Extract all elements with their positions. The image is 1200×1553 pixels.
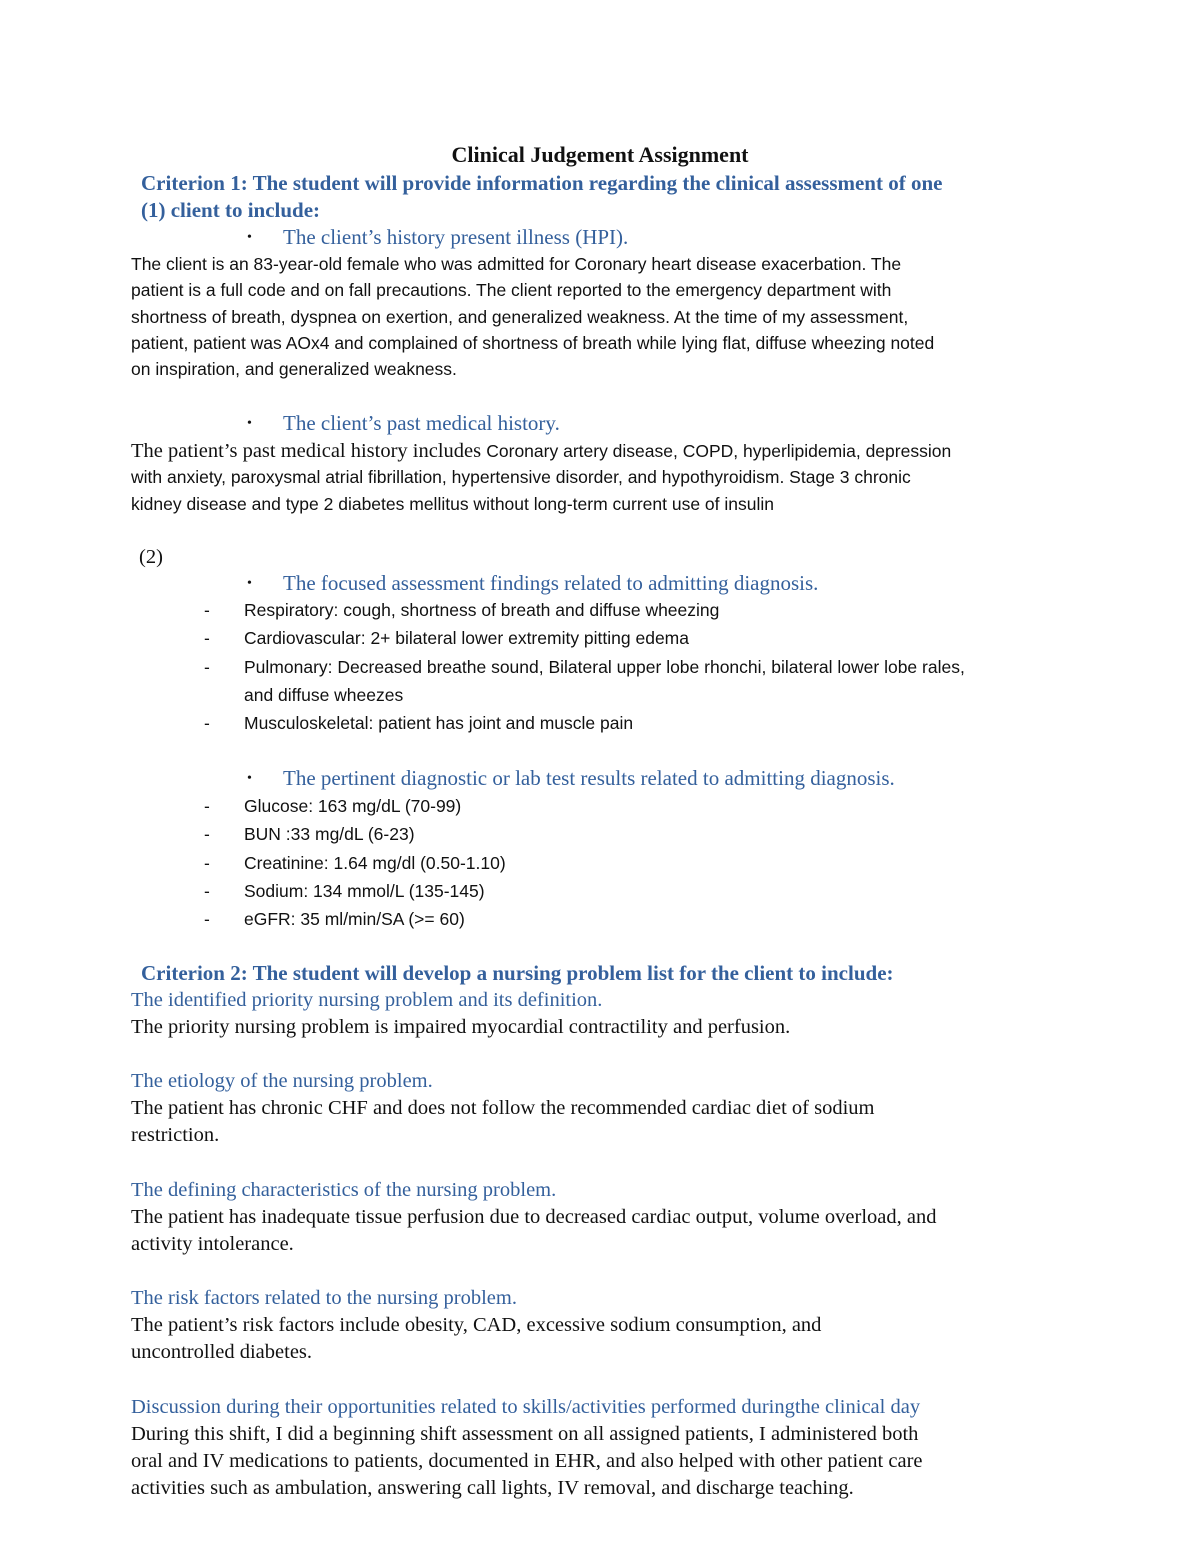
section-line: uncontrolled diabetes. <box>131 1341 313 1363</box>
section-label: The identified priority nursing problem and its definition. <box>131 989 603 1011</box>
section-line: oral and IV medications to patients, documented in EHR, and also helped with other patient care <box>131 1450 923 1472</box>
section-line: activities such as ambulation, answering call lights, IV removal, and discharge teaching. <box>131 1477 854 1499</box>
dash-icon: - <box>204 796 210 816</box>
hpi-line: patient is a full code and on fall precautions. The client reported to the emergency department with <box>131 280 892 301</box>
dash-icon: - <box>204 880 210 901</box>
hpi-line: The client is an 83-year-old female who was admitted for Coronary heart disease exacerbation. The <box>131 254 902 274</box>
focused-bullet <box>247 571 818 596</box>
hpi-bullet <box>247 225 628 250</box>
bullet-icon: • <box>247 416 252 431</box>
list-item: - Cardiovascular: 2+ bilateral lower extremity pitting edema <box>204 624 965 652</box>
section-line: During this shift, I did a beginning shift assessment on all assigned patients, I administered both <box>131 1423 919 1445</box>
list-item: - Creatinine: 1.64 mg/dl (0.50-1.10) <box>204 849 506 877</box>
pmh-bullet <box>247 411 560 436</box>
pmh-bullet-label: The client’s past medical history. <box>283 411 560 435</box>
dash-icon: - <box>204 713 210 734</box>
section-line: The patient has chronic CHF and does not follow the recommended cardiac diet of sodium <box>131 1097 875 1119</box>
section-marker: (2) <box>139 546 163 568</box>
focused-bullet-label: The focused assessment findings related to admitting diagnosis. <box>283 571 819 595</box>
hpi-line: on inspiration, and generalized weakness. <box>131 359 457 380</box>
bullet-icon: • <box>247 230 252 245</box>
criterion1-heading-line2: (1) client to include: <box>141 198 321 222</box>
criterion1-heading-line1: Criterion 1: The student will provide information regarding the clinical assessment of one <box>141 171 943 195</box>
section-line: activity intolerance. <box>131 1233 294 1255</box>
pmh-line: with anxiety, paroxysmal atrial fibrillation, hypertensive disorder, and hypothyroidism. Stage 3 chronic <box>131 467 911 488</box>
criterion2-heading: Criterion 2: The student will develop a nursing problem list for the client to include: <box>141 961 894 985</box>
dash-icon: - <box>204 852 210 873</box>
list-item: - eGFR: 35 ml/min/SA (>= 60) <box>204 905 506 933</box>
section-line: The priority nursing problem is impaired myocardial contractility and perfusion. <box>131 1016 791 1038</box>
section-label: The risk factors related to the nursing problem. <box>131 1287 517 1309</box>
section-line: The patient’s risk factors include obesity, CAD, excessive sodium consumption, and <box>131 1314 822 1336</box>
section-defining-characteristics <box>131 1177 936 1258</box>
section-line: The patient has inadequate tissue perfusion due to decreased cardiac output, volume overload, and <box>131 1206 937 1228</box>
focused-findings-list <box>204 596 965 737</box>
section-label: Discussion during their opportunities related to skills/activities performed duringthe clinical day <box>131 1396 921 1418</box>
hpi-paragraph <box>131 251 934 382</box>
list-item: - Musculoskeletal: patient has joint and muscle pain <box>204 709 965 737</box>
list-item: - Sodium: 134 mmol/L (135-145) <box>204 877 506 905</box>
labs-bullet-label: The pertinent diagnostic or lab test results related to admitting diagnosis. <box>283 766 895 790</box>
document-title: Clinical Judgement Assignment <box>451 142 749 167</box>
section-discussion <box>131 1394 923 1502</box>
bullet-icon: • <box>247 576 252 591</box>
dash-icon: - <box>204 628 210 649</box>
dash-icon: - <box>204 600 210 620</box>
pmh-line-0-rest: Coronary artery disease, COPD, hyperlipidemia, depression <box>486 441 952 461</box>
lab-results-list <box>204 792 506 933</box>
bullet-icon: • <box>247 771 252 786</box>
hpi-bullet-label: The client’s history present illness (HPI). <box>283 225 629 249</box>
section-line: restriction. <box>131 1124 220 1146</box>
list-item: - BUN :33 mg/dL (6-23) <box>204 820 506 848</box>
pmh-line: The patient’s past medical history includes Coronary artery disease, COPD, hyperlipidemia, depression <box>131 440 952 462</box>
criterion1-heading <box>141 170 942 224</box>
section-priority-problem <box>131 987 790 1041</box>
section-risk-factors <box>131 1285 821 1366</box>
pmh-paragraph <box>131 438 951 517</box>
dash-icon: - <box>204 656 210 677</box>
list-item: - Pulmonary: Decreased breathe sound, Bilateral upper lobe rhonchi, bilateral lower lobe rales, and diffuse wheezes <box>204 653 965 710</box>
hpi-line: patient, patient was AOx4 and complained of shortness of breath while lying flat, diffuse wheezing noted <box>131 332 935 353</box>
hpi-line: shortness of breath, dyspnea on exertion, and generalized weakness. At the time of my assessment, <box>131 306 909 327</box>
list-item: - Glucose: 163 mg/dL (70-99) <box>204 792 506 820</box>
section-label: The etiology of the nursing problem. <box>131 1070 433 1092</box>
pmh-line: kidney disease and type 2 diabetes mellitus without long-term current use of insulin <box>131 493 774 514</box>
dash-icon: - <box>204 909 210 930</box>
list-item: - Respiratory: cough, shortness of breath and diffuse wheezing <box>204 596 965 624</box>
section-label: The defining characteristics of the nursing problem. <box>131 1179 557 1201</box>
dash-icon: - <box>204 824 210 845</box>
section-etiology <box>131 1068 875 1149</box>
list-item-continuation: and diffuse wheezes <box>244 684 404 705</box>
labs-bullet <box>247 766 895 791</box>
